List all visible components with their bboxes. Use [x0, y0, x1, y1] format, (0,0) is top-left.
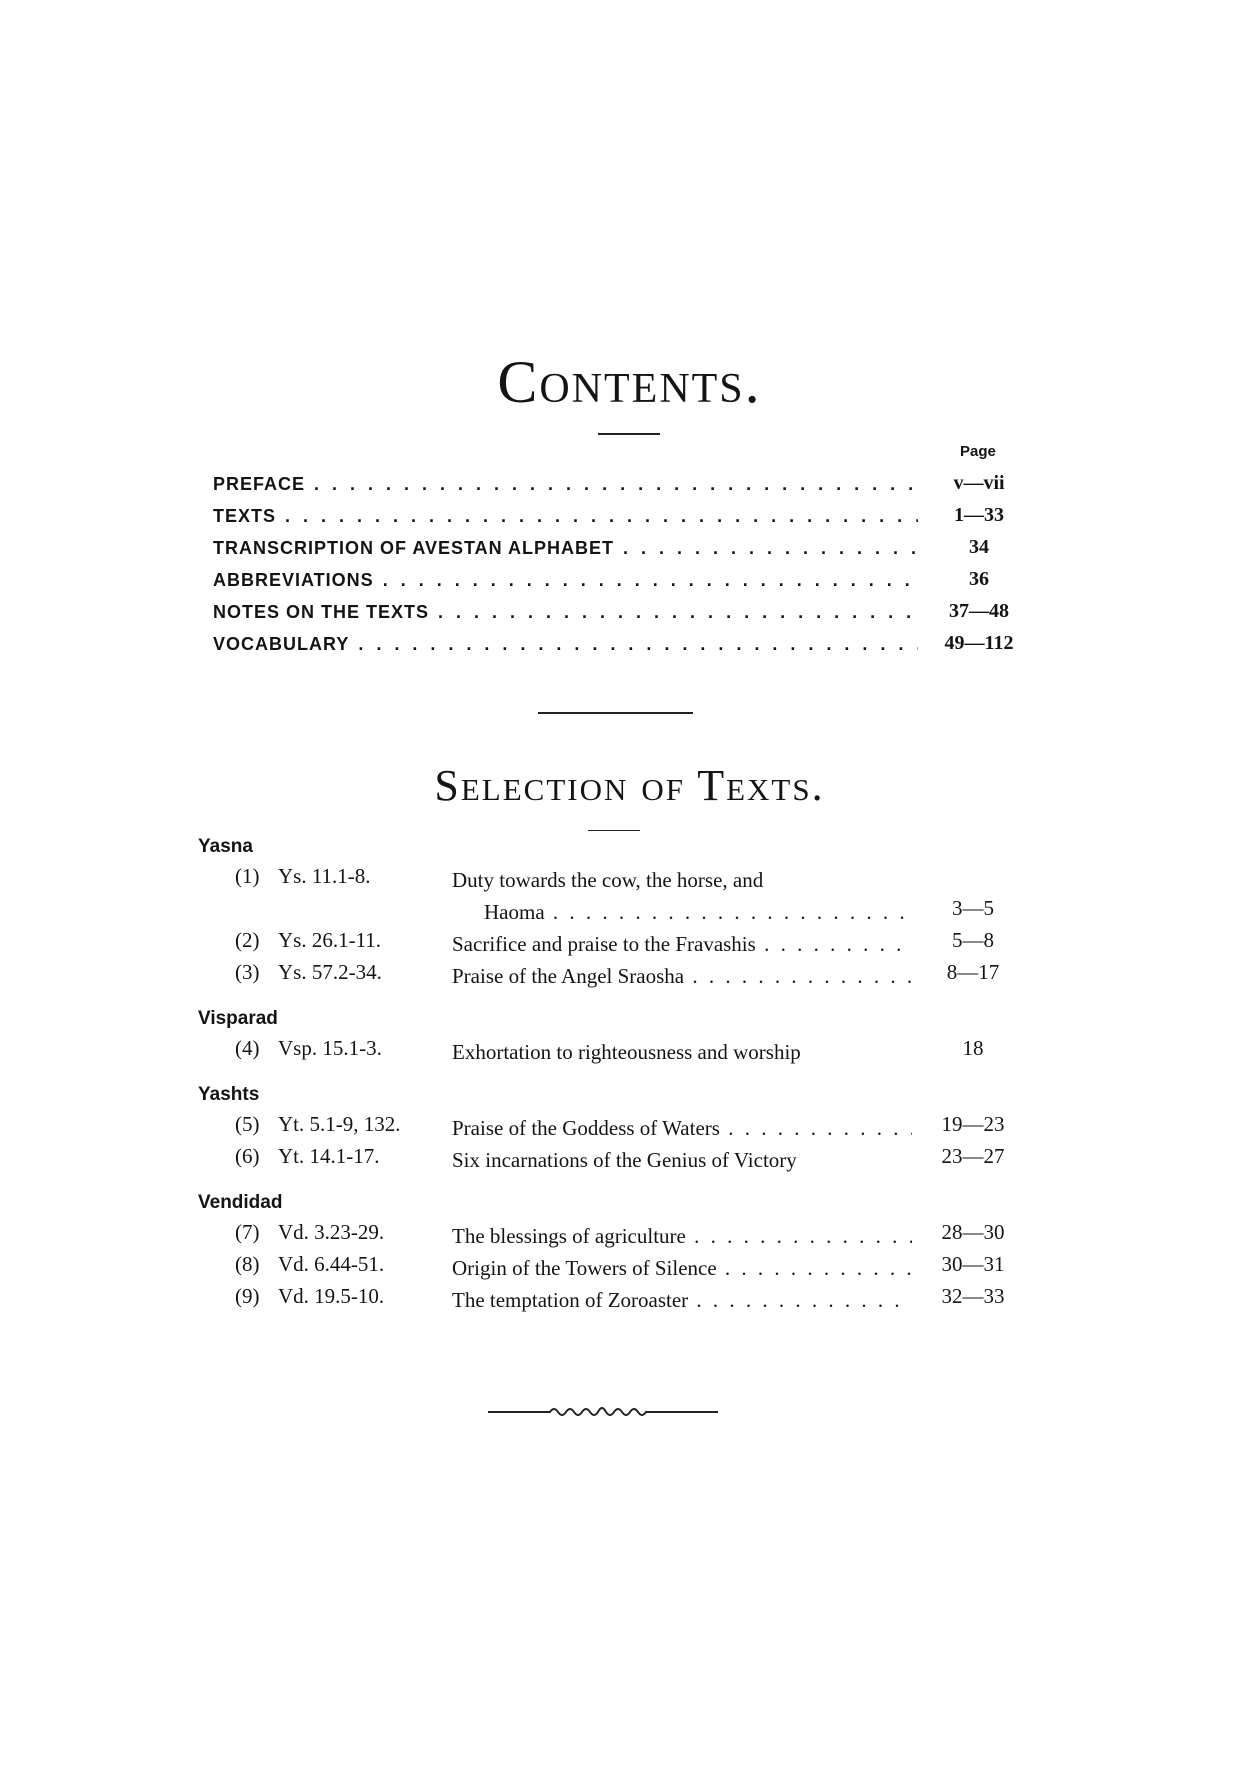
- group-heading-vendidad: Vendidad: [198, 1192, 283, 1213]
- entry-pages: 8—17: [946, 960, 1000, 984]
- toc-entry-title: TEXTS . . .: [213, 506, 918, 527]
- entry-reference: Yt. 14.1-17.: [278, 1144, 380, 1168]
- entry-description: Six incarnations of the Genius of Victory: [452, 1148, 797, 1172]
- toc-entry-pages: 37—48: [949, 600, 1009, 622]
- group-heading-yasna: Yasna: [198, 836, 253, 857]
- text-entry: [198, 1110, 1028, 1142]
- entry-reference: Ys. 26.1-11.: [278, 928, 382, 952]
- entry-number: (1): [235, 864, 260, 888]
- text-entry: [198, 958, 1028, 990]
- selection-heading: Selection of Texts.: [434, 761, 825, 810]
- page-column-label: Page: [960, 443, 996, 460]
- entry-pages: 30—31: [941, 1252, 1005, 1276]
- entry-reference: Vsp. 15.1-3.: [278, 1036, 382, 1060]
- entry-number: (2): [235, 928, 260, 952]
- entry-description: Praise of the Goddess of Waters . . .: [452, 1112, 912, 1144]
- text-entry: [198, 926, 1028, 958]
- entry-reference: Vd. 6.44-51.: [278, 1252, 385, 1276]
- entry-description: Praise of the Angel Sraosha . . .: [452, 960, 912, 992]
- entry-pages: 19—23: [941, 1112, 1005, 1136]
- entry-number: (7): [235, 1220, 260, 1244]
- toc-entry-pages: 34: [969, 536, 989, 558]
- entry-pages: 18: [962, 1036, 984, 1060]
- toc-entry-title: NOTES ON THE TEXTS . . .: [213, 602, 918, 623]
- entry-description: [452, 864, 912, 928]
- toc-entry-pages: 1—33: [954, 504, 1004, 526]
- entry-number: (4): [235, 1036, 260, 1060]
- entry-number: (5): [235, 1112, 260, 1136]
- text-entry: [198, 1142, 1028, 1174]
- entry-number: (9): [235, 1284, 260, 1308]
- section-divider-rule: [538, 712, 693, 714]
- toc-entry-title: TRANSCRIPTION OF AVESTAN ALPHABET . . .: [213, 538, 918, 559]
- group-heading-yashts: Yashts: [198, 1084, 260, 1105]
- entry-description: Exhortation to righteousness and worship: [452, 1040, 801, 1064]
- entry-description: Origin of the Towers of Silence . . .: [452, 1252, 912, 1284]
- entry-number: (3): [235, 960, 260, 984]
- entry-description: Sacrifice and praise to the Fravashis . . .: [452, 928, 912, 960]
- entry-pages: 28—30: [941, 1220, 1005, 1244]
- entry-pages: 23—27: [941, 1144, 1005, 1168]
- text-entry: [198, 1218, 1028, 1250]
- entry-pages: 3—5: [952, 896, 994, 920]
- toc-entry-pages: 49—112: [944, 632, 1014, 654]
- toc-row: [213, 534, 1039, 566]
- toc-entry-title: VOCABULARY . . .: [213, 634, 918, 655]
- entry-reference: Ys. 57.2-34.: [278, 960, 382, 984]
- entry-description-line2: Haoma . . .: [452, 896, 912, 928]
- selection-rule: [588, 830, 640, 831]
- toc-row: [213, 630, 1039, 662]
- entry-number: (8): [235, 1252, 260, 1276]
- text-entry: [198, 862, 1028, 926]
- group-heading-visparad: Visparad: [198, 1008, 278, 1029]
- entry-description: The blessings of agriculture . . .: [452, 1220, 912, 1252]
- contents-heading: Contents.: [497, 349, 762, 415]
- entry-pages: 32—33: [941, 1284, 1005, 1308]
- text-entry: [198, 1034, 1028, 1066]
- entry-reference: Ys. 11.1-8.: [278, 864, 371, 888]
- entry-pages: 5—8: [952, 928, 994, 952]
- entry-reference: Vd. 19.5-10.: [278, 1284, 385, 1308]
- toc-entry-title: ABBREVIATIONS . . .: [213, 570, 918, 591]
- contents-list: [213, 470, 1039, 662]
- selection-list: [198, 832, 1028, 1314]
- toc-entry-pages: v—vii: [953, 472, 1005, 494]
- entry-description: The temptation of Zoroaster . . .: [452, 1284, 912, 1316]
- toc-entry-pages: 36: [969, 568, 989, 590]
- entry-number: (6): [235, 1144, 260, 1168]
- closing-ornament: [488, 1400, 718, 1420]
- entry-description-line1: Duty towards the cow, the horse, and: [452, 868, 764, 892]
- toc-entry-title: PREFACE . . .: [213, 474, 918, 495]
- toc-row: [213, 502, 1039, 534]
- toc-row: [213, 566, 1039, 598]
- text-entry: [198, 1250, 1028, 1282]
- toc-row: [213, 470, 1039, 502]
- text-entry: [198, 1282, 1028, 1314]
- contents-rule: [598, 433, 660, 435]
- toc-row: [213, 598, 1039, 630]
- entry-reference: Yt. 5.1-9, 132.: [278, 1112, 401, 1136]
- entry-reference: Vd. 3.23-29.: [278, 1220, 385, 1244]
